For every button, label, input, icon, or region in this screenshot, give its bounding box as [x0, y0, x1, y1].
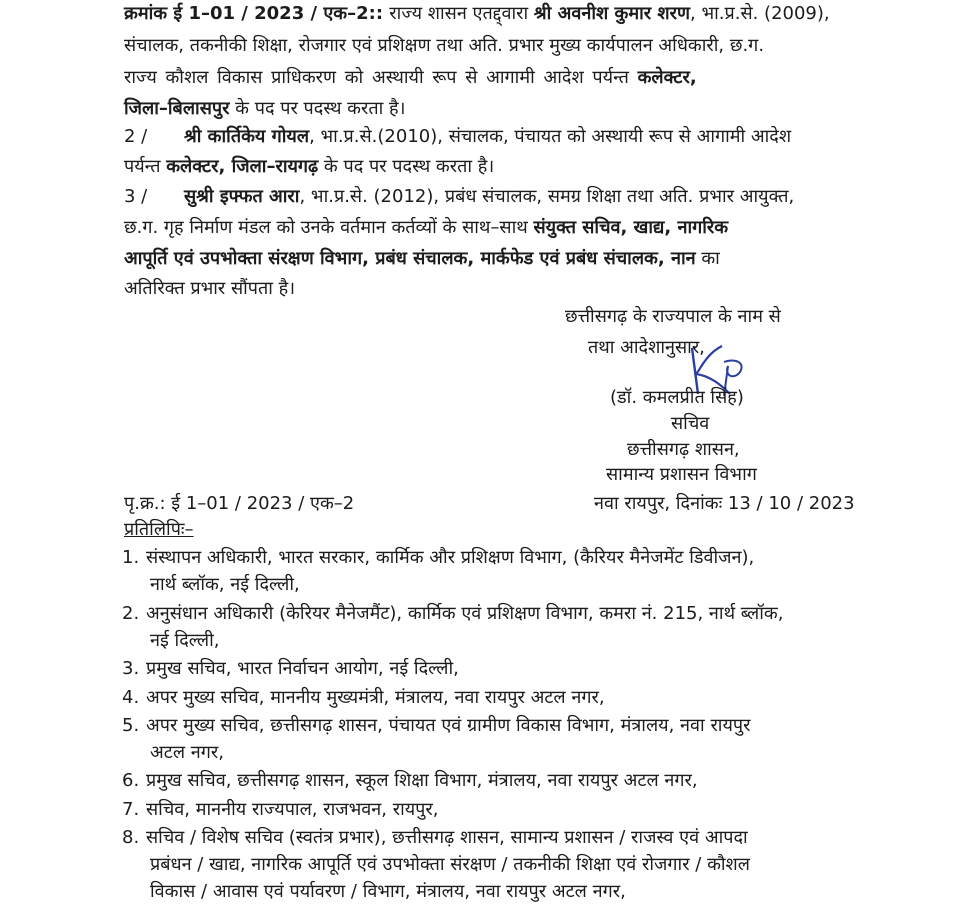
copy-item-number: 6.: [122, 770, 140, 791]
para1-line4: जिला–बिलासपुर के पद पर पदस्थ करता है।: [124, 98, 406, 119]
copy-item-number: 1.: [122, 547, 140, 568]
endorsement-ref: पृ.क्र.: ई 1–01 / 2023 / एक–2: [124, 493, 355, 514]
posting-2: कलेक्टर, जिला–रायगढ़: [166, 156, 319, 177]
signatory-designation: सचिव: [671, 413, 710, 434]
para3-line2: छ.ग. गृह निर्माण मंडल को उनके वर्तमान कर्तव्यों के साथ–साथ संयुक्त सचिव, खाद्य, नागरिक: [124, 217, 729, 238]
copy-item-number: 4.: [122, 687, 140, 708]
copy-heading: प्रतिलिपिः–: [124, 519, 194, 540]
copy-item-text: नार्थ ब्लॉक, नई दिल्ली,: [150, 574, 300, 595]
copy-item-text: प्रबंधन / खाद्य, नागरिक आपूर्ति एवं उपभोक्ता संरक्षण / तकनीकी शिक्षा एवं रोजगार / कौशल: [150, 854, 751, 875]
para3-line3: आपूर्ति एवं उपभोक्ता संरक्षण विभाग, प्रबंध संचालक, मार्कफेड एवं प्रबंध संचालक, नान का: [124, 248, 720, 269]
copy-item-text: विकास / आवास एवं पर्यावरण / विभाग, मंत्रालय, नवा रायपुर अटल नगर,: [150, 881, 626, 902]
para1-line2: संचालक, तकनीकी शिक्षा, रोजगार एवं प्रशिक्षण तथा अति. प्रभार मुख्य कार्यपालन अधिकारी, छ.ग.: [124, 35, 765, 56]
para2-line2: पर्यन्त कलेक्टर, जिला–रायगढ़ के पद पर पदस्थ करता है।: [124, 156, 495, 177]
signatory-govt: छत्तीसगढ़ शासन,: [627, 439, 740, 460]
signatory-name: (डॉ. कमलप्रीत सिंह): [610, 387, 744, 408]
para3-line1: सुश्री इफ्फत आरा, भा.प्र.से. (2012), प्रबंध संचालक, समग्र शिक्षा तथा अति. प्रभार आयुक्त,: [184, 186, 795, 207]
posting-1: जिला–बिलासपुर: [124, 98, 230, 119]
copy-item-text: सचिव, माननीय राज्यपाल, राजभवन, रायपुर,: [146, 799, 439, 820]
para1-line1: क्रमांक ई 1–01 / 2023 / एक–2:: राज्य शासन एतद्द्वारा श्री अवनीश कुमार शरण, भा.प्र.से. (2009),: [124, 3, 830, 24]
copy-item-text: अपर मुख्य सचिव, छत्तीसगढ़ शासन, पंचायत एवं ग्रामीण विकास विभाग, मंत्रालय, नवा रायपुर: [146, 715, 751, 736]
copy-item-text: अनुसंधान अधिकारी (केरियर मैनेजमैंट), कार्मिक एवं प्रशिक्षण विभाग, कमरा नं. 215, नार्थ ब्लॉक,: [146, 603, 784, 624]
endorsement-place-date: नवा रायपुर, दिनांकः 13 / 10 / 2023: [594, 493, 855, 514]
copy-item-text: नई दिल्ली,: [150, 630, 220, 651]
copy-item-number: 2.: [122, 603, 140, 624]
para2-number: 2 /: [124, 126, 148, 147]
para2-line1: श्री कार्तिकेय गोयल, भा.प्र.से.(2010), संचालक, पंचायत को अस्थायी रूप से आगामी आदेश: [184, 126, 792, 147]
copy-item-number: 7.: [122, 799, 140, 820]
copy-item-number: 3.: [122, 658, 140, 679]
officer-name-2: श्री कार्तिकेय गोयल: [184, 126, 310, 147]
copy-item-text: अपर मुख्य सचिव, माननीय मुख्यमंत्री, मंत्रालय, नवा रायपुर अटल नगर,: [146, 687, 605, 708]
signature-line2: तथा आदेशानुसार,: [588, 337, 705, 358]
officer-name-3: सुश्री इफ्फत आरा: [184, 186, 300, 207]
copy-item-text: प्रमुख सचिव, छत्तीसगढ़ शासन, स्कूल शिक्षा विभाग, मंत्रालय, नवा रायपुर अटल नगर,: [146, 770, 698, 791]
signatory-dept: सामान्य प्रशासन विभाग: [606, 464, 757, 485]
copy-item-number: 8.: [122, 827, 140, 848]
para1-line3: राज्य कौशल विकास प्राधिकरण को अस्थायी रूप से आगामी आदेश पर्यन्त कलेक्टर,: [124, 67, 697, 88]
copy-item-text: संस्थापन अधिकारी, भारत सरकार, कार्मिक और प्रशिक्षण विभाग, (कैरियर मैनेजमेंट डिवीजन),: [146, 547, 755, 568]
copy-item-number: 5.: [122, 715, 140, 736]
para3-number: 3 /: [124, 186, 148, 207]
signature-line1: छत्तीसगढ़ के राज्यपाल के नाम से: [565, 306, 781, 327]
copy-item-text: प्रमुख सचिव, भारत निर्वाचन आयोग, नई दिल्ली,: [146, 658, 459, 679]
para3-line4: अतिरिक्त प्रभार सौंपता है।: [124, 278, 296, 299]
copy-item-text: अटल नगर,: [150, 742, 224, 763]
copy-item-text: सचिव / विशेष सचिव (स्वतंत्र प्रभार), छत्तीसगढ़ शासन, सामान्य प्रशासन / राजस्व एवं आपदा: [146, 827, 748, 848]
order-number: क्रमांक ई 1–01 / 2023 / एक–2::: [124, 3, 390, 24]
officer-name-1: श्री अवनीश कुमार शरण: [533, 3, 690, 24]
